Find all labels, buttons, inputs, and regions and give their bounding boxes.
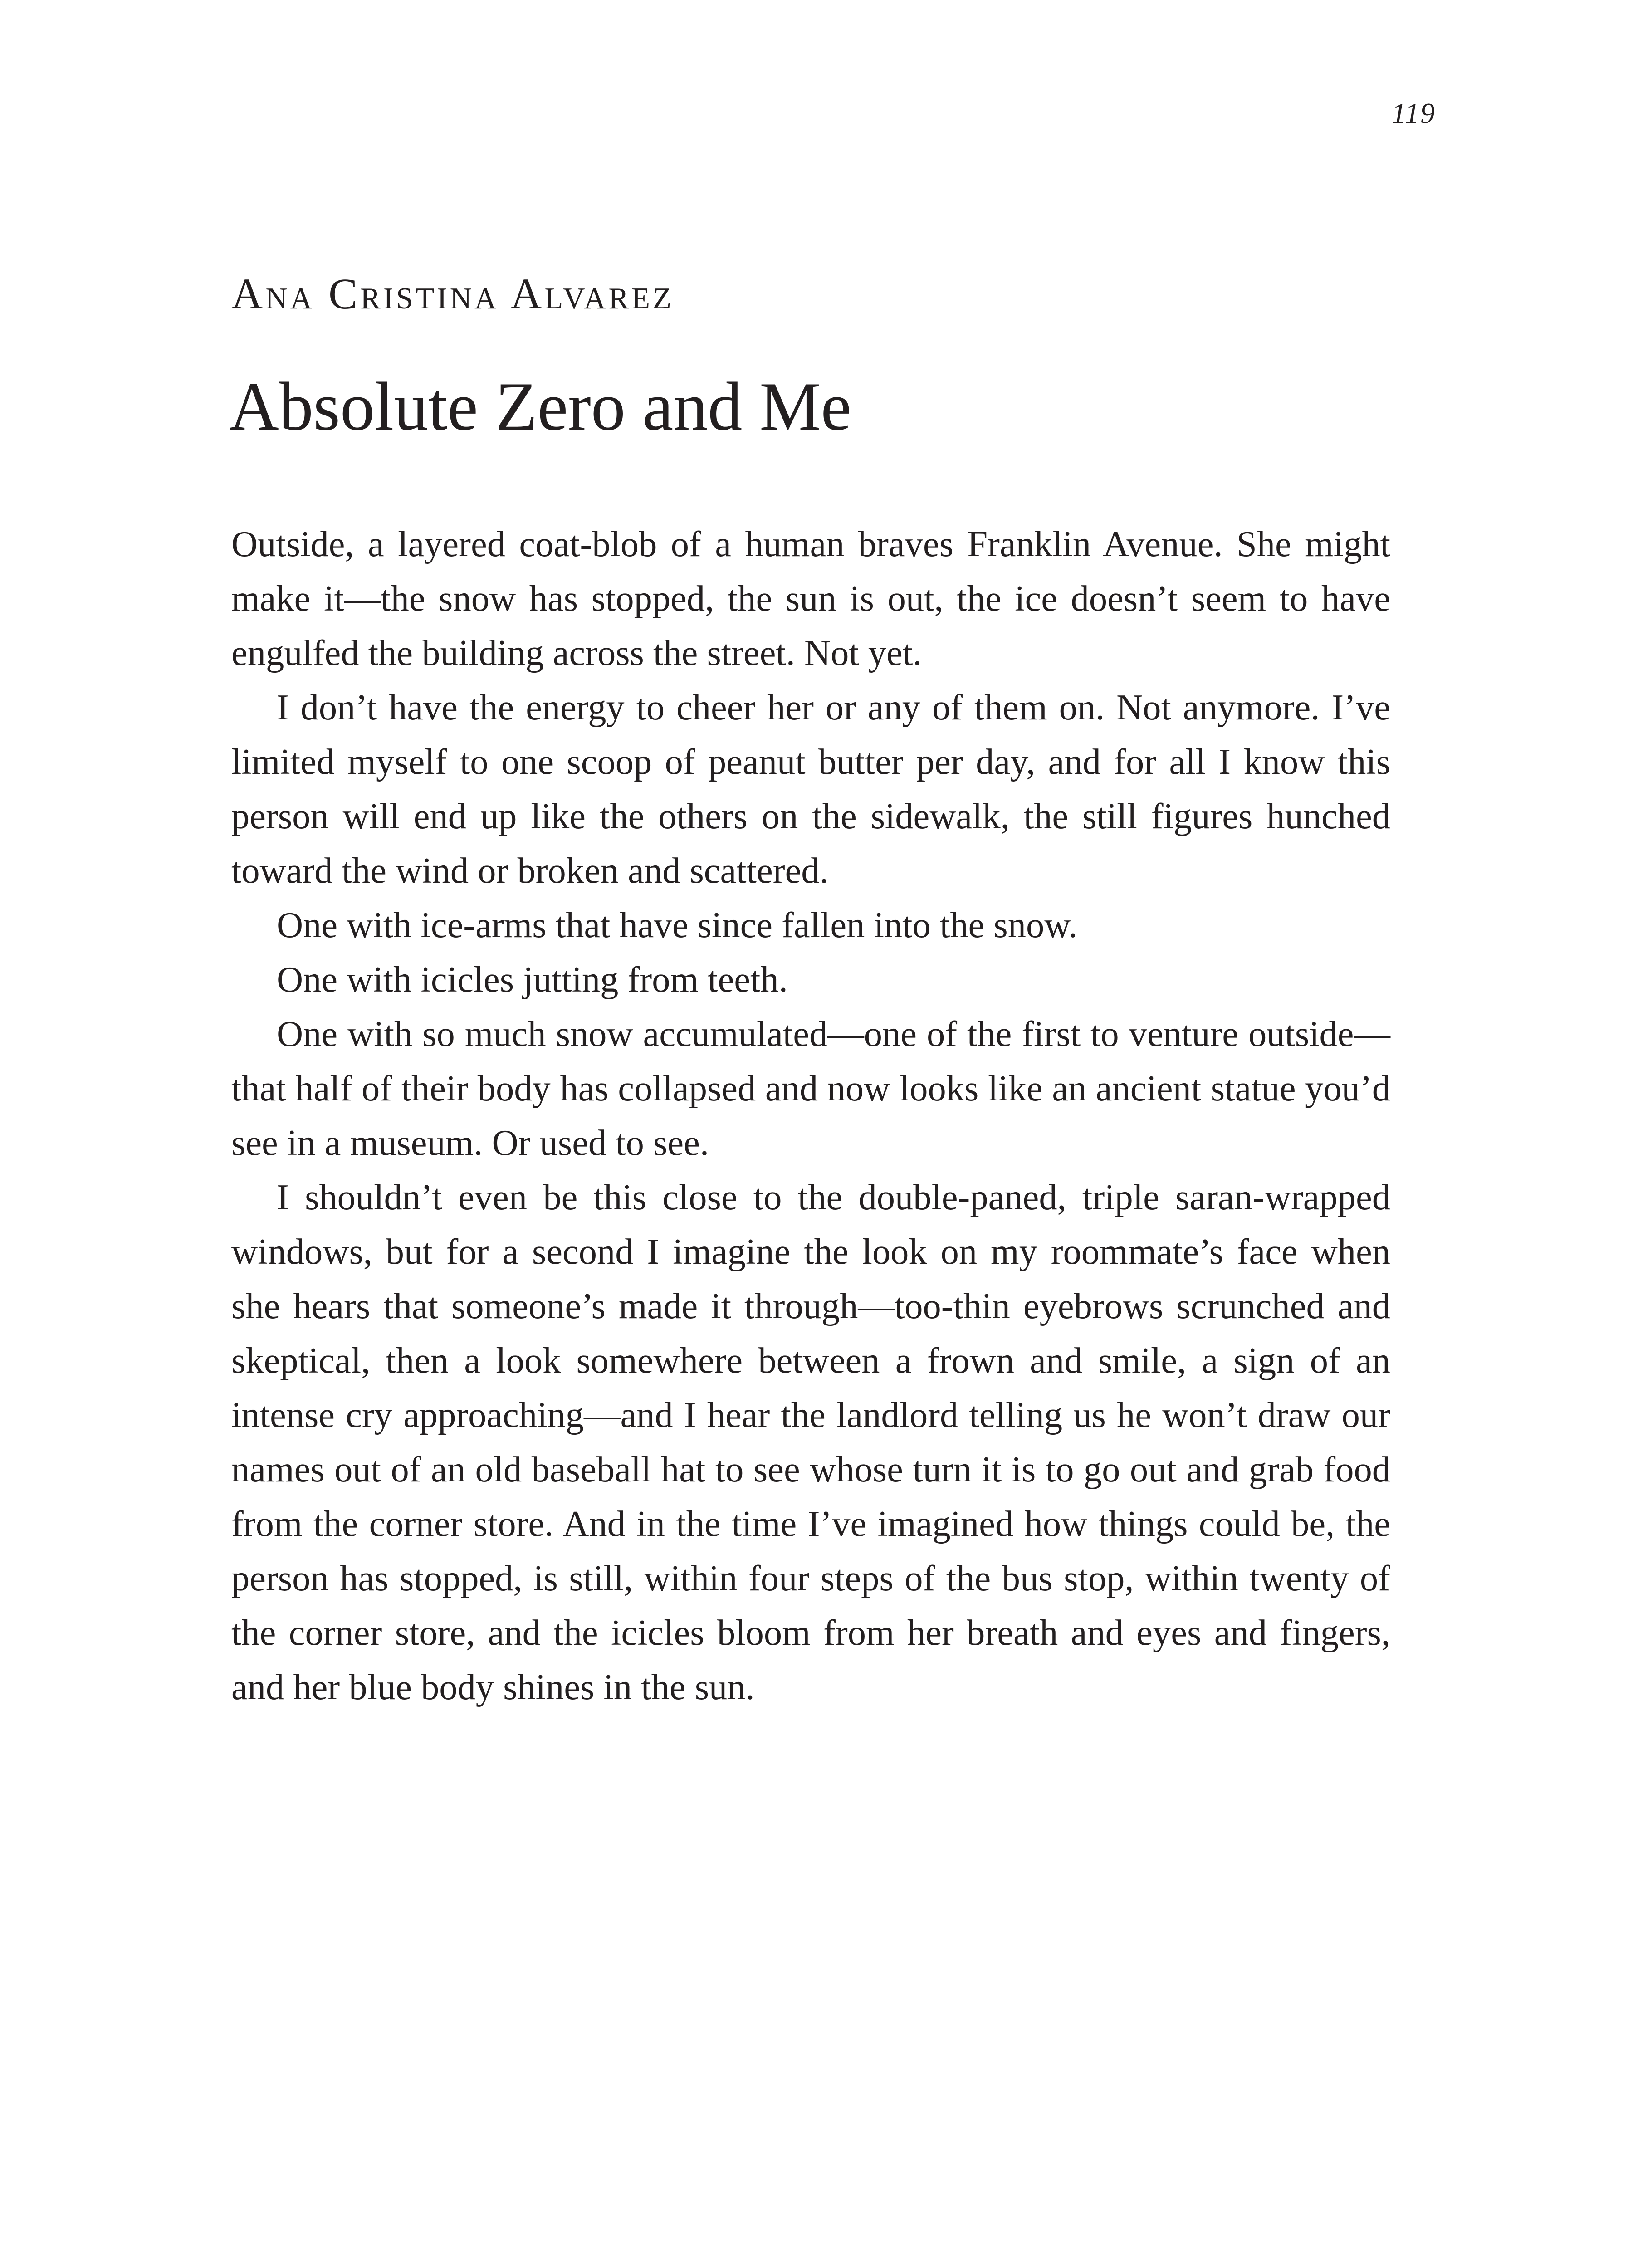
paragraph: One with icicles jutting from teeth. xyxy=(277,959,788,1000)
story-body xyxy=(231,517,1390,1715)
author-name: Ana Cristina Alvarez xyxy=(231,269,674,318)
page-number: 119 xyxy=(1391,97,1436,129)
paragraph: Outside, a layered coat-blob of a human braves Franklin Avenue. She might make it—the snow has stopped, the sun is out, the ice doesn’t seem to have engulfed the building across the street. Not yet. xyxy=(231,524,1390,673)
story-title: Absolute Zero and Me xyxy=(229,368,851,445)
paragraph: I don’t have the energy to cheer her or any of them on. Not anymore. I’ve limited myself to one scoop of peanut butter per day, and for all I know this person will end up like the others on the sidewalk, the still figures hunched toward the wind or broken and scattered. xyxy=(231,687,1390,891)
paragraph: One with ice-arms that have since fallen into the snow. xyxy=(277,905,1078,945)
paragraph: I shouldn’t even be this close to the double-paned, triple saran-wrapped windows, but for a second I imagine the look on my roommate’s face when she hears that someone’s made it through—too-thin eyebrows scrunched and skeptical, then a look somewhere between a frown and smile, a sign of an intense cry approaching—and I hear the landlord telling us he won’t draw our names out of an old baseball hat to see whose turn it is to go out and grab food from the corner store. And in the time I’ve imagined how things could be, the person has stopped, is still, within four steps of the bus stop, within twenty of the corner store, and the icicles bloom from her breath and eyes and fingers, and her blue body shines in the sun. xyxy=(231,1177,1390,1707)
paragraph: One with so much snow accumulated—one of the first to venture outside—that half of their body has collapsed and now looks like an ancient statue you’d see in a museum. Or used to see. xyxy=(231,1014,1390,1163)
